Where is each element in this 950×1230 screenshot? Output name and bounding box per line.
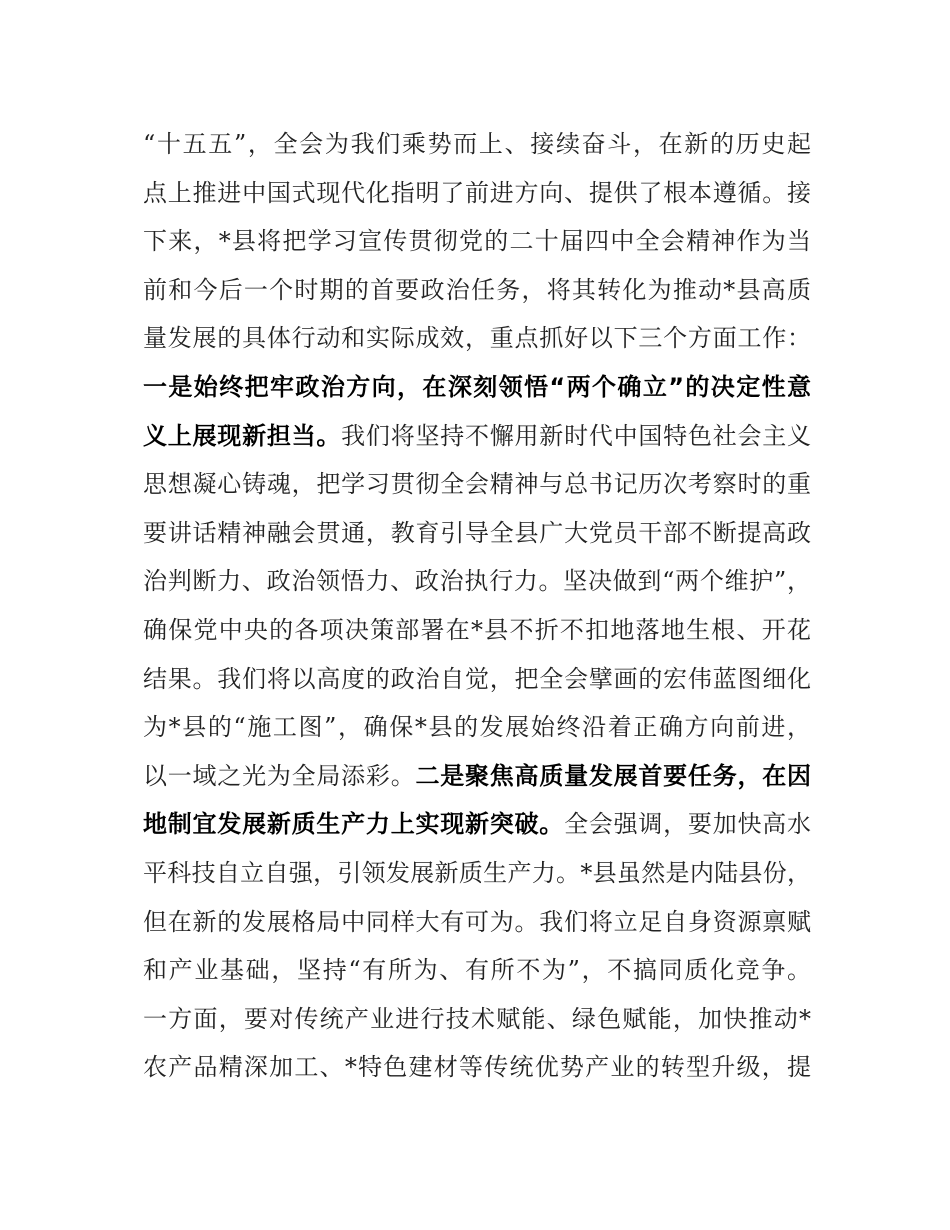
body-text: 以一域之光为全局添彩。 [143,761,416,790]
body-text: 点上推进中国式现代化指明了前进方向、提供了根本遵循。接 [143,178,811,207]
body-text: 前和今后一个时期的首要政治任务，将其转化为推动*县高质 [143,275,811,304]
body-text: 全会强调，要加快高水 [564,810,812,839]
body-text: 下来，*县将把学习宣传贯彻党的二十届四中全会精神作为当 [143,227,811,256]
body-text: 思想凝心铸魂，把学习贯彻全会精神与总书记历次考察时的重 [143,470,811,499]
body-text: 要讲话精神融会贯通，教育引导全县广大党员干部不断提高政 [143,518,811,547]
body-text: 一方面，要对传统产业进行技术赋能、绿色赋能，加快推动* [143,1004,811,1033]
text-line [143,752,811,801]
text-line [143,509,811,558]
text-line [143,169,811,218]
body-text: 治判断力、政治领悟力、政治执行力。坚决做到“两个维护”， [143,567,811,596]
text-line [143,120,811,169]
bold-heading-text: 义上展现新担当。 [143,421,342,450]
text-line [143,995,811,1044]
body-text: “十五五”，全会为我们乘势而上、接续奋斗，在新的历史起 [143,130,811,158]
text-line [143,266,811,315]
body-text: 量发展的具体行动和实际成效，重点抓好以下三个方面工作： [143,324,811,353]
text-line [143,655,811,704]
text-line [143,946,811,995]
body-text: 结果。我们将以高度的政治自觉，把全会擘画的宏伟蓝图细化 [143,664,811,693]
text-line [143,703,811,752]
text-line [143,800,811,849]
body-text: 平科技自立自强，引领发展新质生产力。*县虽然是内陆县份， [143,858,811,887]
body-text: 和产业基础，坚持“有所为、有所不为”，不搞同质化竞争。 [143,956,811,985]
text-line [143,217,811,266]
body-text: 我们将坚持不懈用新时代中国特色社会主义 [341,421,812,450]
text-line [143,412,811,461]
text-line [143,849,811,898]
body-text: 但在新的发展格局中同样大有可为。我们将立足自身资源禀赋 [143,907,811,936]
text-line [143,898,811,947]
text-line [143,1043,811,1092]
body-text: 确保党中央的各项决策部署在*县不折不扣地落地生根、开花 [143,615,811,644]
bold-heading-text: 一是始终把牢政治方向，在深刻领悟“两个确立”的决定性意 [143,372,811,401]
bold-heading-text: 二是聚焦高质量发展首要任务，在因 [415,761,812,790]
text-line [143,557,811,606]
text-line [143,363,811,412]
text-line [143,314,811,363]
bold-heading-text: 地制宜发展新质生产力上实现新突破。 [143,810,565,839]
text-line [143,460,811,509]
text-line [143,606,811,655]
document-page [143,120,811,1092]
body-text: 农产品精深加工、*特色建材等传统优势产业的转型升级，提 [143,1053,811,1082]
body-text: 为*县的“施工图”，确保*县的发展始终沿着正确方向前进， [143,713,811,742]
